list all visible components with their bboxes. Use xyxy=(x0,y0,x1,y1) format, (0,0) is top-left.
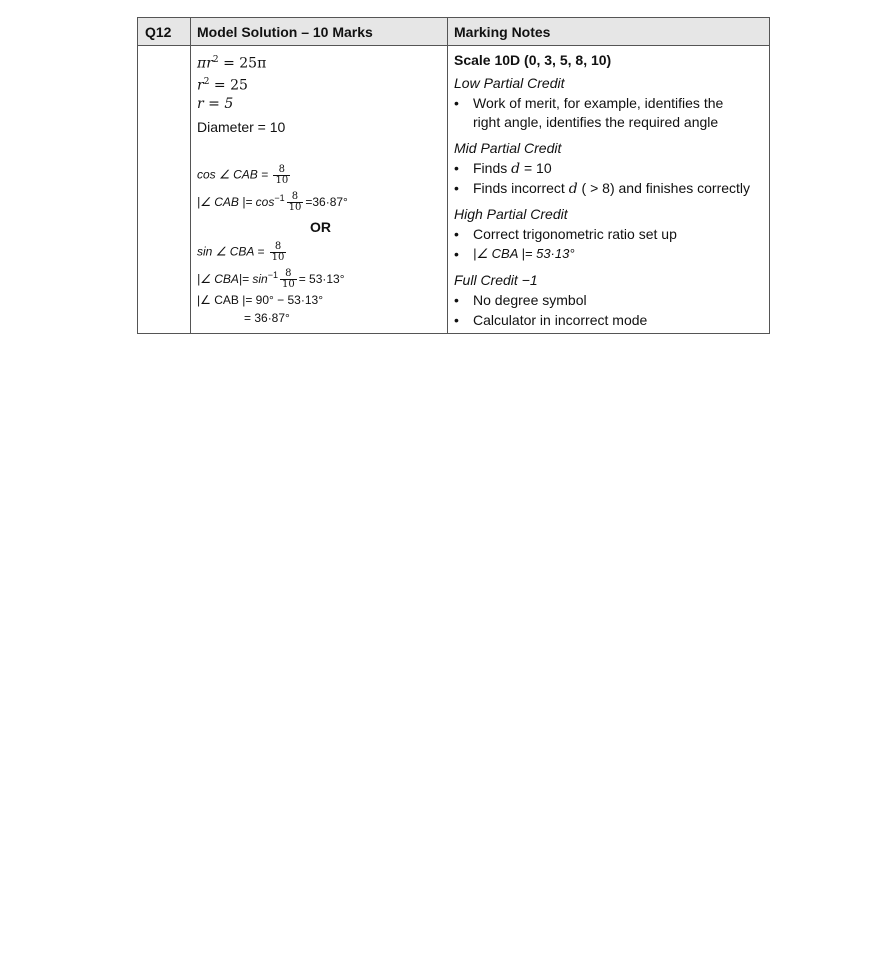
notes-high-item-1: Correct trigonometric ratio set up xyxy=(473,226,677,242)
solution-line-radius: r = 5 xyxy=(197,96,234,112)
notes-high-item-2: |∠ CBA |= 53·13° xyxy=(473,246,575,261)
bullet-icon: • xyxy=(454,246,459,262)
solution-cos-inverse: |∠ CAB |= $\cos^{-1}$ $\frac{8}{10}$ =36·87° xyxy=(197,191,348,214)
fraction-8-over-10: $\frac{8}{10}$ xyxy=(275,164,289,186)
solution-cos-ratio: cos ∠ CAB = $\frac{8}{10}$ xyxy=(197,164,289,186)
header-question: Q12 xyxy=(145,24,172,40)
notes-full-item-2: Calculator in incorrect mode xyxy=(473,312,648,328)
notes-low-item-line2: right angle, identifies the required angle xyxy=(473,114,719,130)
notes-low-heading: Low Partial Credit xyxy=(454,75,565,91)
solution-or-divider: OR xyxy=(310,219,331,235)
bullet-icon: • xyxy=(454,292,459,308)
bullet-icon: • xyxy=(454,226,459,242)
notes-mid-item-2: Finds incorrect d ( > 8) and finishes correctly xyxy=(473,180,751,197)
bullet-icon: • xyxy=(454,95,459,111)
solution-line-area: $\pi r^2 = 25\pi$ xyxy=(197,55,267,72)
notes-mid-item-1: Finds d = 10 xyxy=(473,160,552,177)
notes-mid-heading: Mid Partial Credit xyxy=(454,140,562,156)
solution-sin-inverse: |∠ $CBA|= \sin^{-1}$ $\frac{8}{10}$ = 53·13° xyxy=(197,268,345,291)
header-model-solution: Model Solution – 10 Marks xyxy=(197,24,373,40)
column-divider-1 xyxy=(190,18,191,333)
column-divider-2 xyxy=(447,18,448,333)
solution-final-answer: = 36·87° xyxy=(244,311,290,325)
bullet-icon: • xyxy=(454,180,459,196)
notes-full-heading: Full Credit −1 xyxy=(454,272,538,288)
bullet-icon: • xyxy=(454,160,459,176)
notes-high-heading: High Partial Credit xyxy=(454,206,568,222)
header-marking-notes: Marking Notes xyxy=(454,24,551,40)
solution-cab-difference: |∠ CAB |= 90° − 53·13° xyxy=(197,293,323,307)
bullet-icon: • xyxy=(454,312,459,328)
notes-full-item-1: No degree symbol xyxy=(473,292,587,308)
notes-scale: Scale 10D (0, 3, 5, 8, 10) xyxy=(454,52,612,68)
solution-line-diameter: Diameter = 10 xyxy=(197,119,286,135)
marking-scheme-table xyxy=(137,17,770,334)
solution-line-r-squared: $r^2 = 25$ xyxy=(197,77,248,94)
notes-low-item-line1: Work of merit, for example, identifies the xyxy=(473,95,724,111)
solution-sin-ratio: sin ∠ CBA = $\frac{8}{10}$ xyxy=(197,241,285,263)
